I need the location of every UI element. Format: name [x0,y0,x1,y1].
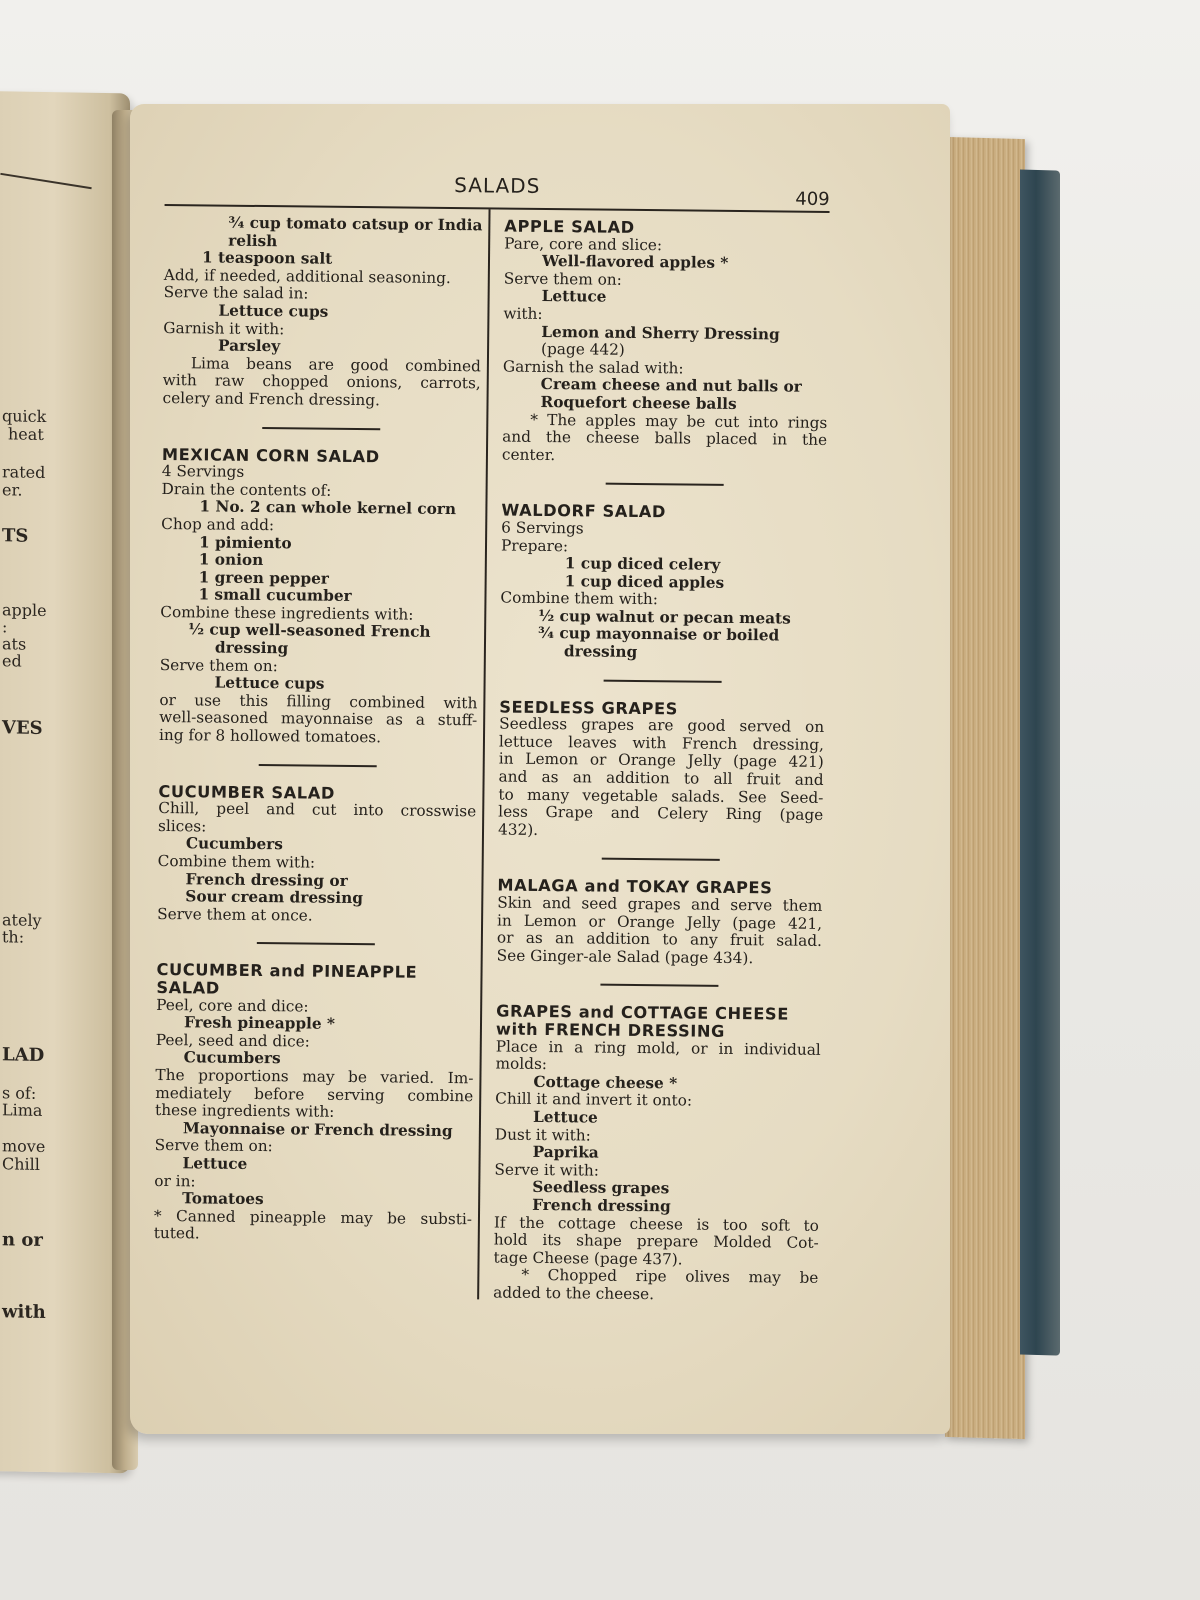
body-line: in Lemon or Orange Jelly (page 421) [498,749,824,772]
book-cover [1020,169,1060,1355]
note-line: with raw chopped onions, carrots, [162,371,481,393]
ingredient-line: 1 small cucumber [198,585,352,606]
recipe-malaga-tokay-grapes [497,877,823,968]
body-line: and as an addition to all fruit and [498,767,824,789]
page-content [153,164,830,1331]
recipe-title: CUCUMBER SALAD [158,781,336,803]
recipe-mexican-corn-salad [159,446,480,748]
ingredient-line: 1 cup diced apples [564,571,725,592]
recipe-cucumber-pineapple-salad [154,961,475,1246]
right-column [493,218,829,1306]
recipe-seedless-grapes [498,698,824,842]
instruction-line: slices: [157,816,207,836]
body-line: to many vegetable salads. See Seed- [498,785,824,807]
servings: 6 Servings [501,518,584,538]
instruction-line: Serve them at once. [157,904,313,925]
instruction-line: Serve it with: [494,1160,600,1180]
recipe-waldorf-salad [500,502,827,664]
note-line: * Chopped ripe olives may be [521,1266,819,1288]
instruction-line: Serve them on: [503,269,622,289]
recipe-title: APPLE SALAD [504,216,635,237]
ingredient-line: Cucumbers [183,1048,281,1068]
section-separator [257,942,375,945]
left-fragment: ately [2,910,42,930]
recipe-title: with FRENCH DRESSING [495,1019,726,1041]
instruction-line: Chill it and invert it onto: [495,1089,693,1110]
recipe-grapes-cottage-cheese [493,1003,821,1305]
left-fragment: heat [8,424,44,444]
left-fragment: s of: [2,1083,37,1103]
left-fragment: TS [2,525,29,547]
instruction-line: Dust it with: [494,1125,591,1145]
right-page [130,104,950,1434]
recipe-title: CUCUMBER and PINEAPPLE [156,960,418,983]
body-line: 432). [497,820,539,839]
ingredient-line: ¾ cup tomato catsup or India [228,213,483,235]
recipe-title: MEXICAN CORN SALAD [161,444,380,466]
ingredient-line: relish [228,231,278,250]
left-fragment: th: [2,927,25,947]
recipe-title: GRAPES and COTTAGE CHEESE [496,1001,790,1024]
instruction-line: Pare, core and slice: [504,234,663,254]
ingredient-line: Tomatoes [182,1189,264,1209]
ingredient-line: Lettuce cups [218,301,329,321]
instruction-line: Place in a ring mold, or in individual [495,1037,821,1059]
ingredient-line: Lemon and Sherry Dressing [541,322,780,344]
left-fragment: ats [2,634,27,654]
instruction-line: Peel, core and dice: [156,995,309,1016]
ingredient-line: ¾ cup mayonnaise or boiled [538,624,780,645]
left-fragment: ed [2,651,22,671]
ingredient-line: Fresh pineapple * [183,1013,336,1033]
ingredient-line: Cucumbers [185,834,284,854]
ingredient-line: 1 green pepper [198,568,330,588]
left-fragment: quick [2,406,47,427]
note-line: Lima beans are good combined [190,354,481,376]
recipe-title: SEEDLESS GRAPES [499,697,679,719]
body-line: lettuce leaves with French dressing, [498,732,825,754]
left-page [0,91,130,1474]
intro-recipe-continuation [162,214,482,411]
page-edges [945,137,1025,1439]
ingredient-line: Seedless grapes [532,1178,670,1198]
body-line: tage Cheese (page 437). [493,1248,683,1269]
left-fragment: Chill [2,1154,40,1174]
running-head [165,164,830,213]
note-line: ing for 8 hollowed tomatoes. [158,726,382,747]
note-line: celery and French dressing. [162,388,381,410]
left-fragment: VES [2,717,43,739]
ingredient-line: Sour cream dressing [185,887,364,908]
ingredient-line: Lettuce [182,1154,248,1173]
note-line: added to the cheese. [493,1283,655,1304]
body-line: or as an addition to any fruit salad. [496,928,822,951]
ingredient-line: 1 onion [198,550,264,570]
instruction-line: Serve them on: [159,655,278,675]
note-line: center. [501,445,556,464]
note-line: and the cheese balls placed in the [502,427,828,450]
left-fragment: with [2,1301,46,1324]
ingredient-line: Parsley [218,336,281,356]
note-line: tuted. [153,1224,200,1243]
left-page-rule [0,173,91,189]
left-fragment: LAD [2,1044,45,1066]
ingredient-line: Paprika [532,1143,599,1162]
ingredient-line: 1 pimiento [198,532,292,552]
page-title: SALADS [454,173,541,198]
left-fragment: move [2,1136,46,1157]
left-column [154,214,483,1246]
ingredient-line: Lettuce [532,1107,598,1127]
instruction-line: these ingredients with: [154,1101,335,1121]
ingredient-line: 1 cup diced celery [564,554,721,574]
left-fragment: n or [2,1229,43,1251]
instruction-line: or in: [154,1171,196,1190]
instruction-line: Drain the contents of: [161,479,332,500]
ingredient-line: Roquefort cheese balls [540,392,737,413]
recipe-cucumber-salad [157,783,476,927]
body-line: Seedless grapes are good served on [499,714,825,737]
instruction-line: Peel, seed and dice: [155,1030,310,1051]
section-separator [262,427,380,430]
instruction-line: mediately before serving combine [155,1083,474,1105]
note-line: or use this filling combined with [159,690,478,713]
body-line: If the cottage cheese is too soft to [493,1213,820,1235]
instruction-line: Garnish the salad with: [502,357,684,378]
left-fragment: : [2,617,8,637]
left-fragment: er. [2,480,23,500]
recipe-title: SALAD [156,977,220,998]
instruction-line: Chill, peel and cut into crosswise [158,799,477,821]
left-fragment: Lima [2,1100,43,1120]
instruction-line: Add, if needed, additional seasoning. [163,265,451,287]
ingredient-line: Cream cheese and nut balls or [540,375,802,397]
instruction-line: Combine them with: [157,851,316,872]
left-fragment: apple [2,600,47,621]
ingredient-line: 1 No. 2 can whole kernel corn [199,497,457,519]
instruction-line: with: [503,304,543,323]
servings: 4 Servings [161,462,245,481]
ingredient-line: ½ cup walnut or pecan meats [538,606,791,628]
instruction-line: Garnish it with: [163,318,285,338]
instruction-line: The proportions may be varied. Im- [155,1065,474,1088]
section-separator [605,483,723,486]
ingredient-line: French dressing or [185,869,348,890]
ingredient-line: Well-flavored apples * [541,252,729,273]
recipe-apple-salad [502,218,830,468]
recipe-title: MALAGA and TOKAY GRAPES [497,875,773,898]
instruction-line: Combine them with: [500,588,658,609]
instruction-line: Chop and add: [161,514,275,535]
left-fragment: rated [2,462,46,483]
note-line: * The apples may be cut into rings [530,410,828,432]
page-number: 409 [795,188,830,210]
instruction-line: Serve them on: [154,1136,273,1156]
section-separator [600,984,718,987]
ingredient-line: Cottage cheese * [533,1072,678,1093]
note-line: * Canned pineapple may be substi- [153,1206,473,1228]
ingredient-line: Lettuce cups [214,673,325,693]
instruction-line: Prepare: [500,536,569,555]
ingredient-line: dressing [214,638,289,658]
ingredient-line: (page 442) [540,340,625,359]
instruction-line: Combine these ingredients with: [160,602,414,624]
section-separator [603,679,721,682]
body-line: Skin and seed grapes and serve them [497,893,823,915]
body-line: See Ginger-ale Salad (page 434). [496,946,754,967]
ingredient-line: ½ cup well-seasoned French [188,620,431,642]
section-separator [259,764,377,767]
body-line: in Lemon or Orange Jelly (page 421, [497,911,823,933]
ingredient-line: Mayonnaise or French dressing [182,1118,453,1140]
body-line: hold its shape prepare Molded Cot- [493,1230,819,1252]
note-line: well-seasoned mayonnaise as a stuff- [159,708,478,730]
instruction-line: molds: [495,1054,548,1074]
ingredient-line: dressing [563,642,638,662]
body-line: less Grape and Celery Ring (page [498,802,824,825]
ingredient-line: Lettuce [541,287,607,307]
recipe-title: WALDORF SALAD [501,500,667,522]
section-separator [601,858,719,861]
ingredient-line: 1 teaspoon salt [201,248,333,268]
ingredient-line: French dressing [532,1195,671,1216]
instruction-line: Serve the salad in: [163,283,309,303]
